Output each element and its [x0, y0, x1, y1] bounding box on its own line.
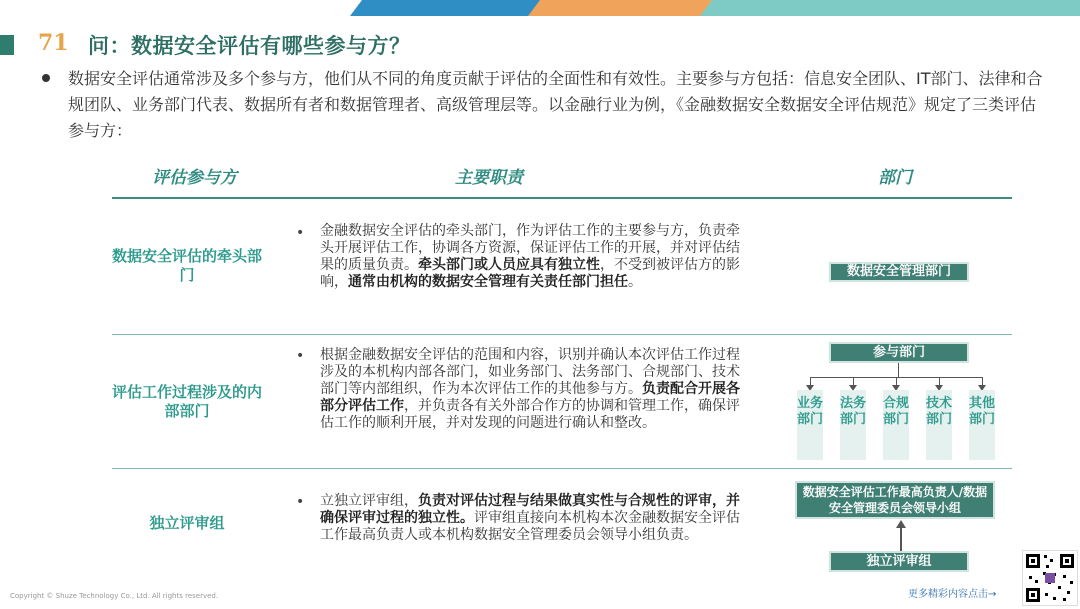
duty-internal-departments: 根据金融数据安全评估的范围和内容，识别并确认本次评估工作过程涉及的本机构内部各部门，如业务部门、法务部门、合规部门、技术部门等内部组织，作为本次评估工作的其他参与方。负责配合开展各部分评估工作，并负责各有关外部合作方的协调和管理工作，确保评估工作的顺利开展，并对发现的问题进行确认和整改。: [320, 347, 740, 431]
row-divider: [112, 468, 1012, 469]
dept-other: 其他部门: [969, 390, 995, 460]
duty-independent-review: 立独立评审组，负责对评估过程与结果做真实性与合规性的评审，并确保评审过程的独立性。评审组直接向本机构本次金融数据安全评估工作最高负责人或本机构数据安全管理委员会领导小组负责。: [320, 493, 740, 543]
dept-legal: 法务部门: [840, 390, 866, 460]
tree-connector: [898, 363, 899, 377]
table-header-divider: [112, 197, 1012, 199]
top-decorative-band: [0, 0, 1080, 16]
duty-lead-department: 金融数据安全评估的牵头部门，作为评估工作的主要参与方，负责牵头开展评估工作，协调各方资源，保证评估工作的开展，并对评估结果的质量负责。牵头部门或人员应具有独立性，不受到被评估方的影响，通常由机构的数据安全管理有关责任部门担任。: [320, 223, 740, 290]
header-duty: 主要职责: [455, 168, 523, 188]
bullet-icon: •: [296, 348, 305, 364]
tree-connector: [900, 527, 902, 551]
dept-box-independent-review: 独立评审组: [829, 551, 969, 572]
bullet-icon: •: [296, 225, 305, 241]
copyright-text: Copyright © Shuze Technology Co., Ltd. All rights reserved.: [10, 592, 219, 600]
dept-compliance: 合规部门: [883, 390, 909, 460]
title-marker: [0, 35, 14, 55]
row-divider: [112, 334, 1012, 335]
band-teal: [700, 0, 1080, 16]
dept-box-participating: 参与部门: [829, 342, 969, 363]
bullet-icon: [42, 74, 50, 82]
dept-business: 业务部门: [797, 390, 823, 460]
header-role: 评估参与方: [152, 168, 237, 188]
page-title: 问：数据安全评估有哪些参与方？: [88, 34, 411, 58]
role-independent-review: 独立评审组: [149, 514, 225, 532]
role-internal-departments: 评估工作过程涉及的内部部门: [112, 383, 263, 420]
dept-box-top-leadership: 数据安全评估工作最高负责人/数据安全管理委员会领导小组: [795, 481, 995, 519]
dept-box-data-security-management: 数据安全管理部门: [829, 262, 969, 282]
role-lead-department: 数据安全评估的牵头部门: [112, 247, 263, 284]
intro-paragraph: 数据安全评估通常涉及多个参与方，他们从不同的角度贡献于评估的全面性和有效性。主要参与方包括：信息安全团队、IT部门、法律和合规团队、业务部门代表、数据所有者和数据管理者、高级管理层等。以金融行业为例，《金融数据安全数据安全评估规范》规定了三类评估参与方：: [68, 69, 1043, 140]
qr-code: [1022, 550, 1078, 606]
bullet-icon: •: [296, 494, 305, 510]
more-content-link[interactable]: 更多精彩内容点击→: [908, 589, 997, 600]
header-dept: 部门: [878, 168, 912, 188]
question-number: 71: [38, 30, 69, 56]
dept-technology: 技术部门: [926, 390, 952, 460]
